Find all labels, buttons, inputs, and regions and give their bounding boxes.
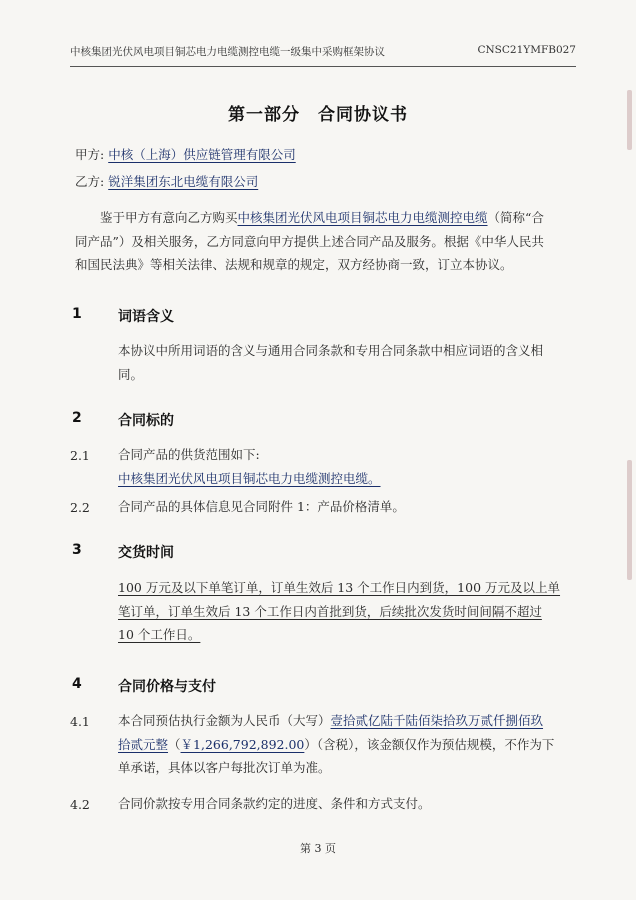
- seal-edge-mark: [627, 460, 632, 580]
- page-title: 第一部分 合同协议书: [228, 105, 408, 125]
- section-3-line: 笔订单，订单生效后 13 个工作日内首批到货，后续批次发货时间间隔不超过: [118, 603, 542, 619]
- section-1-line: 同。: [118, 366, 144, 382]
- party-a-value: 中核（上海）供应链管理有限公司: [108, 147, 296, 162]
- party-b: [75, 172, 258, 190]
- section-4-number: 4: [72, 676, 82, 692]
- intro-line1-post: （简称“合: [487, 210, 544, 225]
- clause-2-2-body: [118, 495, 405, 519]
- amount-paren-open: （: [168, 736, 181, 752]
- clause-4-1-pre: 本合同预估执行金额为人民币（大写）: [118, 713, 331, 728]
- section-1-number: 1: [72, 306, 82, 322]
- clause-4-1-number: 4.1: [70, 714, 90, 729]
- party-b-label: 乙方:: [75, 174, 105, 189]
- amount-in-words-end: 拾贰元整: [118, 736, 169, 752]
- running-header: [70, 44, 576, 59]
- intro-line3: 和国民法典》等相关法律、法规和规章的规定，双方经协商一致，订立本协议。: [75, 257, 513, 272]
- clause-4-2-body: [118, 792, 431, 816]
- section-4-title: 合同价格与支付: [118, 679, 216, 695]
- clause-line: 合同产品的具体信息见合同附件 1：产品价格清单。: [118, 499, 405, 514]
- clause-2-1-body: [118, 443, 381, 490]
- header-doc-title: 中核集团光伏风电项目铜芯电力电缆测控电缆一级集中采购框架协议: [70, 46, 385, 58]
- clause-2-1-number: 2.1: [70, 448, 90, 463]
- clause-4-1-line3: 单承诺，具体以客户每批次订单为准。: [118, 760, 331, 775]
- section-1-title: 词语含义: [118, 309, 174, 325]
- intro-line1-pre: 鉴于甲方有意向乙方购买: [100, 210, 238, 225]
- page-number: 第 3 页: [300, 842, 336, 855]
- amount-in-words: 壹拾贰亿陆千陆佰柒拾玖万贰仟捌佰玖: [330, 713, 544, 728]
- intro-product-name: 中核集团光伏风电项目铜芯电力电缆测控电缆: [237, 210, 488, 225]
- clause-line: 合同价款按专用合同条款约定的进度、条件和方式支付。: [118, 796, 431, 811]
- clause-4-2-number: 4.2: [70, 797, 90, 812]
- clause-4-1-body: [118, 709, 554, 780]
- section-3-title: 交货时间: [118, 545, 174, 561]
- clause-4-1-post: ）（含税），该金额仅作为预估规模，不作为下: [304, 736, 555, 752]
- party-a: [75, 145, 296, 163]
- clause-product-line: 中核集团光伏风电项目铜芯电力电缆测控电缆。: [118, 470, 381, 486]
- section-1-line: 本协议中所用词语的含义与通用合同条款和专用合同条款中相应词语的含义相: [118, 343, 544, 358]
- section-3-line: 10 个工作日。: [118, 627, 201, 642]
- section-2-title: 合同标的: [118, 413, 174, 429]
- party-b-value: 锐洋集团东北电缆有限公司: [108, 174, 259, 189]
- section-3-line: 100 万元及以下单笔订单，订单生效后 13 个工作日内到货，100 万元及以上单: [118, 580, 561, 595]
- seal-edge-mark: [627, 90, 632, 150]
- section-2-number: 2: [72, 410, 82, 426]
- party-a-label: 甲方:: [75, 147, 105, 162]
- section-3-number: 3: [72, 542, 82, 558]
- section-3-body: [118, 576, 560, 647]
- amount-in-figures: ￥1,266,792,892.00: [180, 736, 305, 752]
- clause-2-2-number: 2.2: [70, 500, 90, 515]
- intro-paragraph: [75, 206, 544, 277]
- intro-line2: 同产品”）及相关服务，乙方同意向甲方提供上述合同产品及服务。根据《中华人民共: [75, 233, 544, 249]
- section-1-body: [118, 339, 543, 386]
- header-rule: [70, 66, 576, 67]
- clause-line: 合同产品的供货范围如下:: [118, 447, 260, 462]
- header-doc-code: CNSC21YMFB027: [477, 44, 576, 56]
